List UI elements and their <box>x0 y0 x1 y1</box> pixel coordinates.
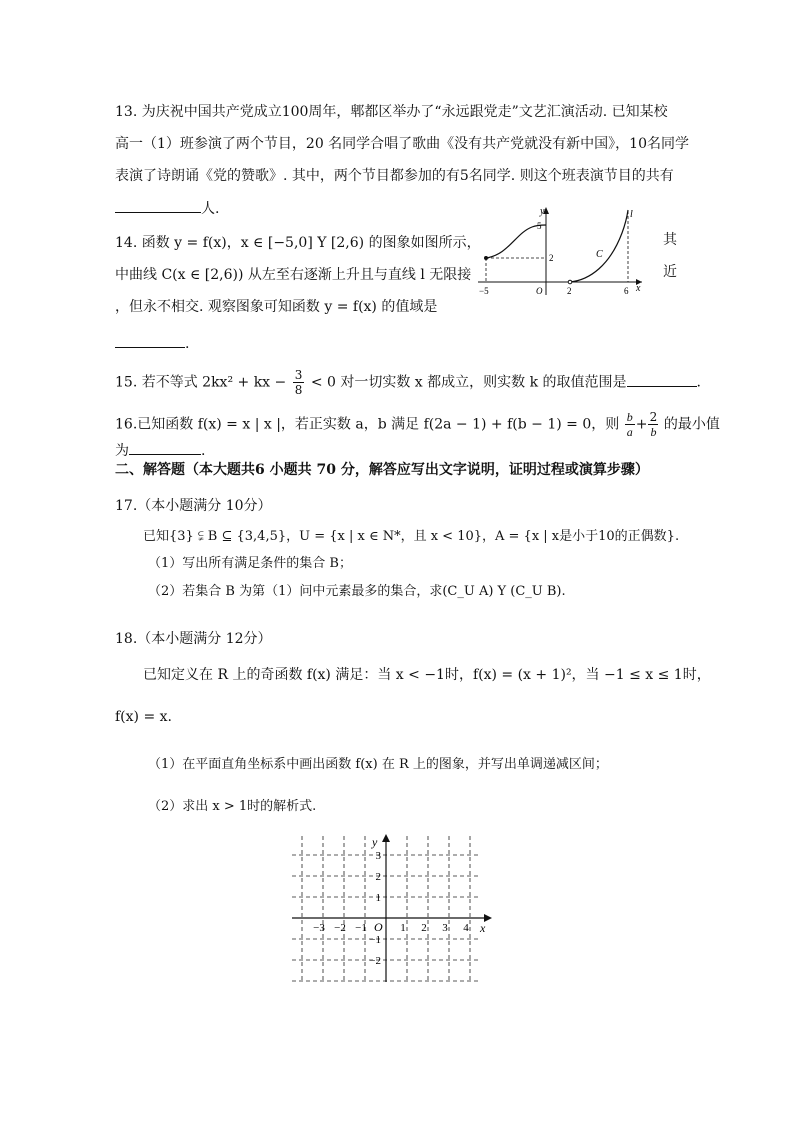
q14-line-4 <box>115 333 189 354</box>
q17-header: 17.（本小题满分 10分） <box>115 498 272 514</box>
q15-frac-num: 3 <box>294 368 303 382</box>
q17-given: 已知{3} ⫋ B ⊆ {3,4,5}，U = {x | x ∈ N*，且 x < 10}，A = {x | x是小于10的正偶数}. <box>143 529 680 544</box>
q14-tick-2: 2 <box>567 286 572 296</box>
q14-line-2: 中曲线 C(x ∈ [2,6)) 从左至右逐渐上升且与直线 l 无限接 <box>115 267 472 283</box>
q16-plus: + <box>635 416 648 433</box>
q13-line-3: 表演了诗朗诵《党的赞歌》. 其中，两个节目都参加的有5名同学. 则这个班表演节目的共有 <box>115 168 674 184</box>
q13-line-4 <box>115 198 219 219</box>
q16-fraction-1 <box>625 410 635 439</box>
q15-post: < 0 对一切实数 x 都成立，则实数 k 的取值范围是 <box>310 374 627 391</box>
q17-part-1: （1）写出所有满足条件的集合 B； <box>148 556 352 571</box>
q14-end: . <box>185 336 190 352</box>
q18-y-tick-labels <box>369 850 381 967</box>
q14-x-label: x <box>636 283 641 294</box>
q18-x-tick-labels <box>313 922 469 934</box>
q18-y-arrow <box>382 834 390 842</box>
q16-line2-text: 为 <box>115 443 129 459</box>
q15-line <box>115 368 701 397</box>
q18-x-tick: 3 <box>442 922 448 934</box>
q18-y-tick: 3 <box>375 850 381 862</box>
q18-origin-label: O <box>374 920 383 934</box>
q18-given-2: f(x) = x. <box>115 709 172 725</box>
q18-x-label: x <box>480 921 486 935</box>
q18-y-tick: −1 <box>369 934 381 946</box>
q16-answer-blank[interactable] <box>129 440 201 455</box>
q18-y-tick: 1 <box>375 892 381 904</box>
q14-y-label: y <box>540 206 545 217</box>
q13-line-1: 13. 为庆祝中国共产党成立100周年，郫都区举办了“永远跟党走”文艺汇演活动. 已知某校 <box>115 104 668 120</box>
q14-tick-6: 6 <box>624 286 629 296</box>
q14-tick-origin: O <box>536 286 543 296</box>
q15-answer-blank[interactable] <box>627 372 697 387</box>
q18-part-1: （1）在平面直角坐标系中画出函数 f(x) 在 R 上的图象，并写出单调递减区间； <box>148 757 608 772</box>
q14-curve-start <box>568 280 572 284</box>
q18-x-tick: 1 <box>400 922 406 934</box>
q15-fraction <box>293 368 305 397</box>
q18-x-tick: 4 <box>463 922 469 934</box>
q18-x-tick: −1 <box>355 922 367 934</box>
q16-line-2 <box>115 440 205 461</box>
q17-part-2: （2）若集合 B 为第（1）问中元素最多的集合，求(C_U A) Y (C_U B). <box>148 584 566 599</box>
q18-x-tick: −3 <box>313 922 325 934</box>
section-2-title: 二、解答题（本大题共6 小题共 70 分，解答应写出文字说明，证明过程或演算步骤） <box>115 462 649 478</box>
q13-answer-blank[interactable] <box>115 198 201 213</box>
q16-f1-num: b <box>626 410 633 424</box>
q16-post: 的最小值 <box>663 416 720 433</box>
q14-side-char-2: 近 <box>663 264 677 280</box>
q15-pre: 15. 若不等式 2kx² + kx − <box>115 374 287 391</box>
q18-part-2: （2）求出 x > 1时的解析式. <box>148 799 317 814</box>
q14-tick-y2: 2 <box>549 253 554 263</box>
q14-c-label: C <box>596 249 603 260</box>
q16-f2-num: 2 <box>649 410 658 424</box>
q14-tick-y5: 5 <box>537 221 542 231</box>
q16-line-1 <box>115 410 720 439</box>
q16-pre: 16.已知函数 f(x) = x | x |，若正实数 a，b 满足 f(2a − 1) + f(b − 1) = 0，则 <box>115 416 620 433</box>
q15-end: . <box>696 374 701 391</box>
q14-answer-blank[interactable] <box>115 333 185 348</box>
q13-line-2: 高一（1）班参演了两个节目，20 名同学合唱了歌曲《没有共产党就没有新中国》，10名同学 <box>115 136 689 152</box>
q13-tail: 人. <box>201 201 220 217</box>
q14-line-1: 14. 函数 y = f(x)，x ∈ [−5,0] Y [2,6) 的图象如图所示， <box>115 235 481 251</box>
q14-tick-neg5: −5 <box>479 286 489 296</box>
q16-fraction-2 <box>648 410 658 439</box>
q16-end: . <box>201 443 206 459</box>
q16-f2-den: b <box>650 425 657 439</box>
q16-f1-den: a <box>626 425 633 439</box>
q14-curve-c <box>570 210 628 282</box>
q15-frac-den: 8 <box>294 383 303 397</box>
q18-x-tick: −2 <box>334 922 346 934</box>
q14-line-3: ，但永不相交. 观察图象可知函数 y = f(x) 的值域是 <box>115 299 438 315</box>
q18-coordinate-grid <box>290 832 500 984</box>
q14-graph <box>470 205 650 297</box>
q18-y-label: y <box>372 835 378 849</box>
q18-header: 18.（本小题满分 12分） <box>115 631 272 647</box>
q18-y-tick: 2 <box>375 871 381 883</box>
q18-y-tick: −2 <box>369 955 381 967</box>
q14-side-char-1: 其 <box>663 232 677 248</box>
q18-given: 已知定义在 R 上的奇函数 f(x) 满足：当 x < −1时，f(x) = (x + 1)²，当 −1 ≤ x ≤ 1时， <box>143 667 711 683</box>
q14-l-label: l <box>630 209 633 220</box>
q18-x-tick: 2 <box>421 922 427 934</box>
